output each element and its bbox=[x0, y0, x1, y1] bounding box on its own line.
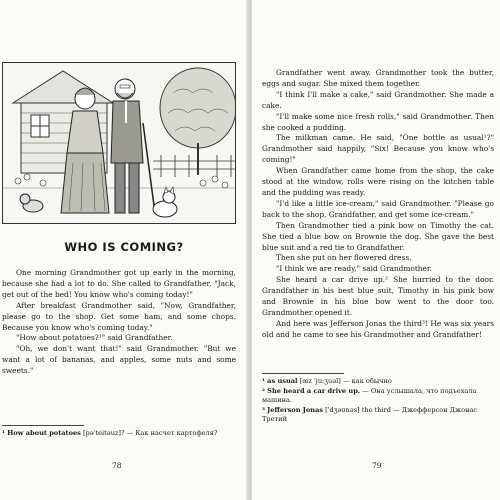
footnote bbox=[262, 377, 494, 387]
illustration-grandparents bbox=[2, 62, 236, 224]
footnote-term: ³ Jefferson Jonas bbox=[262, 405, 324, 414]
paragraph: "I'll make some nice fresh rolls," said Grandmother. Then she cooked a pudding. bbox=[262, 111, 494, 132]
paragraph: "How about potatoes?¹" said Grandfather. bbox=[16, 333, 173, 343]
paragraph: She heard a car drive up.² She hurried to the door. Grandfather in his best blue suit, Timothy in his pink bow and Brownie in his blue bow went to the door too. Grandmother opened it. bbox=[262, 275, 494, 317]
paragraph: And here was Jefferson Jonas the third³! He was six years old and he came to see his Grandmother and Grandfather! bbox=[262, 318, 494, 339]
right-footnotes bbox=[262, 377, 494, 425]
left-page bbox=[0, 0, 248, 500]
footnote bbox=[262, 387, 494, 406]
footnote-text: [æz ˈjuːʒuəl] — как обычно bbox=[297, 377, 392, 385]
paragraph: After breakfast Grandmother said, "Now, Grandfather, please go to the shop. Get some ham, and some chops. Because you know who's coming today." bbox=[2, 300, 236, 332]
left-footnotes bbox=[2, 429, 236, 439]
footnote-term: ¹ How about potatoes bbox=[2, 429, 81, 437]
footnote bbox=[262, 406, 494, 425]
left-body-text bbox=[2, 268, 236, 377]
paragraph: "I think I'll make a cake," said Grandmother. She made a cake. bbox=[262, 89, 494, 110]
paragraph: The milkman came. He said, "One bottle as usual¹?" Grandmother said happily, "Six! Because you know who's coming!" bbox=[262, 133, 494, 165]
footnote-text: [pəˈteitəuz]? — Как насчет картофеля? bbox=[80, 429, 218, 437]
paragraph: Then she put on her flowered dress. bbox=[276, 253, 412, 263]
footnote-divider bbox=[2, 425, 84, 426]
footnote-term: ¹ as usual bbox=[262, 377, 298, 385]
page-number: 78 bbox=[112, 461, 122, 470]
grandparents-drawing bbox=[3, 63, 235, 223]
footnote-text: [ˈdʒəʊnəs] the third — Джефферсон Джонас Третий bbox=[262, 405, 478, 424]
footnote-term: ² She heard a car drive up. bbox=[262, 386, 361, 395]
paragraph: One morning Grandmother got up early in the morning, because she had a lot to do. She called to Grandfather, "Jack, get out of the bed! You know who's coming today!" bbox=[2, 268, 236, 299]
paragraph: "I'd like a little ice-cream," said Grandmother. "Please go back to the shop, Grandfather, and get some ice-cream." bbox=[262, 198, 494, 219]
footnote bbox=[2, 429, 236, 439]
paragraph: Then Grandmother tied a pink bow on Timothy the cat. She tied a blue bow on Brownie the dog. She gave the best blue suit and a red tie to Grandfather. bbox=[262, 220, 494, 252]
paragraph: "Oh, we don't want that!" said Grandmother. "But we want a lot of bananas, and apples, some nuts and some sweets." bbox=[2, 344, 236, 376]
paragraph: "I think we are ready," said Grandmother. bbox=[276, 264, 433, 274]
footnote-divider bbox=[262, 373, 344, 374]
paragraph: When Grandfather came home from the shop, the cake stood at the window, rolls were rising on the kitchen table and the pudding was ready. bbox=[262, 166, 494, 197]
footnote-text: — Она услышала, что подъехала машина. bbox=[262, 386, 477, 405]
page-number: 79 bbox=[372, 461, 382, 470]
paragraph: Grandfather went away. Grandmother took the butter, eggs and sugar. She mixed them together. bbox=[262, 68, 494, 88]
right-body-text bbox=[262, 68, 494, 341]
chapter-title: WHO IS COMING? bbox=[64, 240, 184, 254]
